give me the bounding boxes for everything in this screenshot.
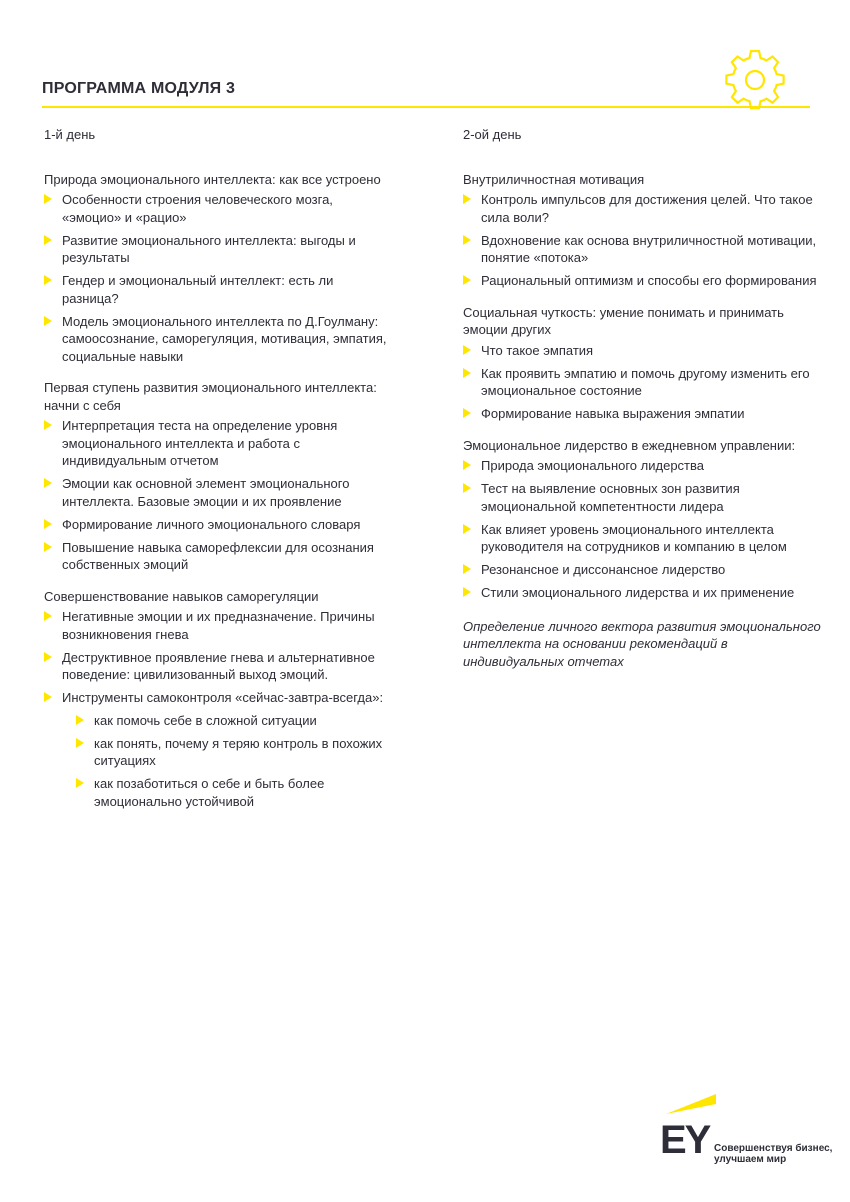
list-item: Негативные эмоции и их предназначение. Причины возникновения гнева: [44, 608, 389, 643]
list-item: Тест на выявление основных зон развития эмоциональной компетентности лидера: [463, 480, 823, 515]
list-item: Повышение навыка саморефлексии для осознания собственных эмоций: [44, 539, 389, 574]
list-item: Интерпретация теста на определение уровня эмоционального интеллекта и работа с индивидуальным отчетом: [44, 417, 389, 470]
list-item: Деструктивное проявление гнева и альтернативное поведение: цивилизованный выход эмоций.: [44, 649, 389, 684]
day-1-column: [44, 126, 389, 816]
list-item: Что такое эмпатия: [463, 342, 823, 360]
sub-bullet-list: [62, 712, 389, 811]
list-item: Контроль импульсов для достижения целей. Что такое сила воли?: [463, 191, 823, 226]
bullet-list: [44, 191, 389, 365]
list-item: Рациональный оптимизм и способы его формирования: [463, 272, 823, 290]
section-heading: Первая ступень развития эмоционального интеллекта: начни с себя: [44, 380, 377, 413]
section-heading: Социальная чуткость: умение понимать и принимать эмоции других: [463, 304, 784, 337]
section-heading: Совершенствование навыков саморегуляции: [44, 588, 319, 604]
bullet-list: [463, 191, 823, 290]
page-title: ПРОГРАММА МОДУЛЯ 3: [42, 80, 236, 97]
list-item: [44, 689, 389, 810]
day-heading: 2-ой день: [463, 127, 522, 142]
list-item: Резонансное и диссонансное лидерство: [463, 561, 823, 579]
day-2-column: [463, 126, 823, 670]
list-item: Формирование навыка выражения эмпатии: [463, 405, 823, 423]
bullet-list: [463, 457, 823, 602]
list-item: Эмоции как основной элемент эмоционального интеллекта. Базовые эмоции и их проявление: [44, 475, 389, 510]
gear-icon: [722, 47, 788, 113]
list-item: Природа эмоционального лидерства: [463, 457, 823, 475]
list-item: Особенности строения человеческого мозга, «эмоцио» и «рацио»: [44, 191, 389, 226]
list-item: Развитие эмоционального интеллекта: выгоды и результаты: [44, 232, 389, 267]
list-item-text: Инструменты самоконтроля «сейчас-завтра-всегда»:: [62, 690, 384, 705]
title-divider: [42, 106, 810, 108]
day-heading: 1-й день: [44, 127, 96, 142]
list-item: Гендер и эмоциональный интеллект: есть ли разница?: [44, 272, 389, 307]
section-heading: Внутриличностная мотивация: [463, 171, 645, 187]
bullet-list: [44, 608, 389, 810]
bullet-list: [463, 342, 823, 423]
ey-logo: EY: [660, 1118, 710, 1162]
list-item: Стили эмоционального лидерства и их применение: [463, 584, 823, 602]
closing-note: Определение личного вектора развития эмоционального интеллекта на основании рекомендаций в индивидуальных отчетах: [463, 618, 821, 669]
logo-tagline: Совершенствуя бизнес, улучшаем мир: [714, 1143, 833, 1165]
sub-list-item: как помочь себе в сложной ситуации: [62, 712, 389, 730]
section-heading: Природа эмоционального интеллекта: как все устроено: [44, 171, 381, 187]
sub-list-item: как позаботиться о себе и быть более эмоционально устойчивой: [62, 775, 389, 810]
list-item: Как влияет уровень эмоционального интеллекта руководителя на сотрудников и компанию в целом: [463, 521, 823, 556]
sub-list-item: как понять, почему я теряю контроль в похожих ситуациях: [62, 735, 389, 770]
list-item: Вдохновение как основа внутриличностной мотивации, понятие «потока»: [463, 232, 823, 267]
list-item: Формирование личного эмоционального словаря: [44, 516, 389, 534]
list-item: Как проявить эмпатию и помочь другому изменить его эмоциональное состояние: [463, 365, 823, 400]
section-heading: Эмоциональное лидерство в ежедневном управлении:: [463, 437, 796, 453]
bullet-list: [44, 417, 389, 574]
list-item: Модель эмоционального интеллекта по Д.Гоулману: самоосознание, саморегуляция, мотивация, эмпатия, социальные навыки: [44, 313, 389, 366]
